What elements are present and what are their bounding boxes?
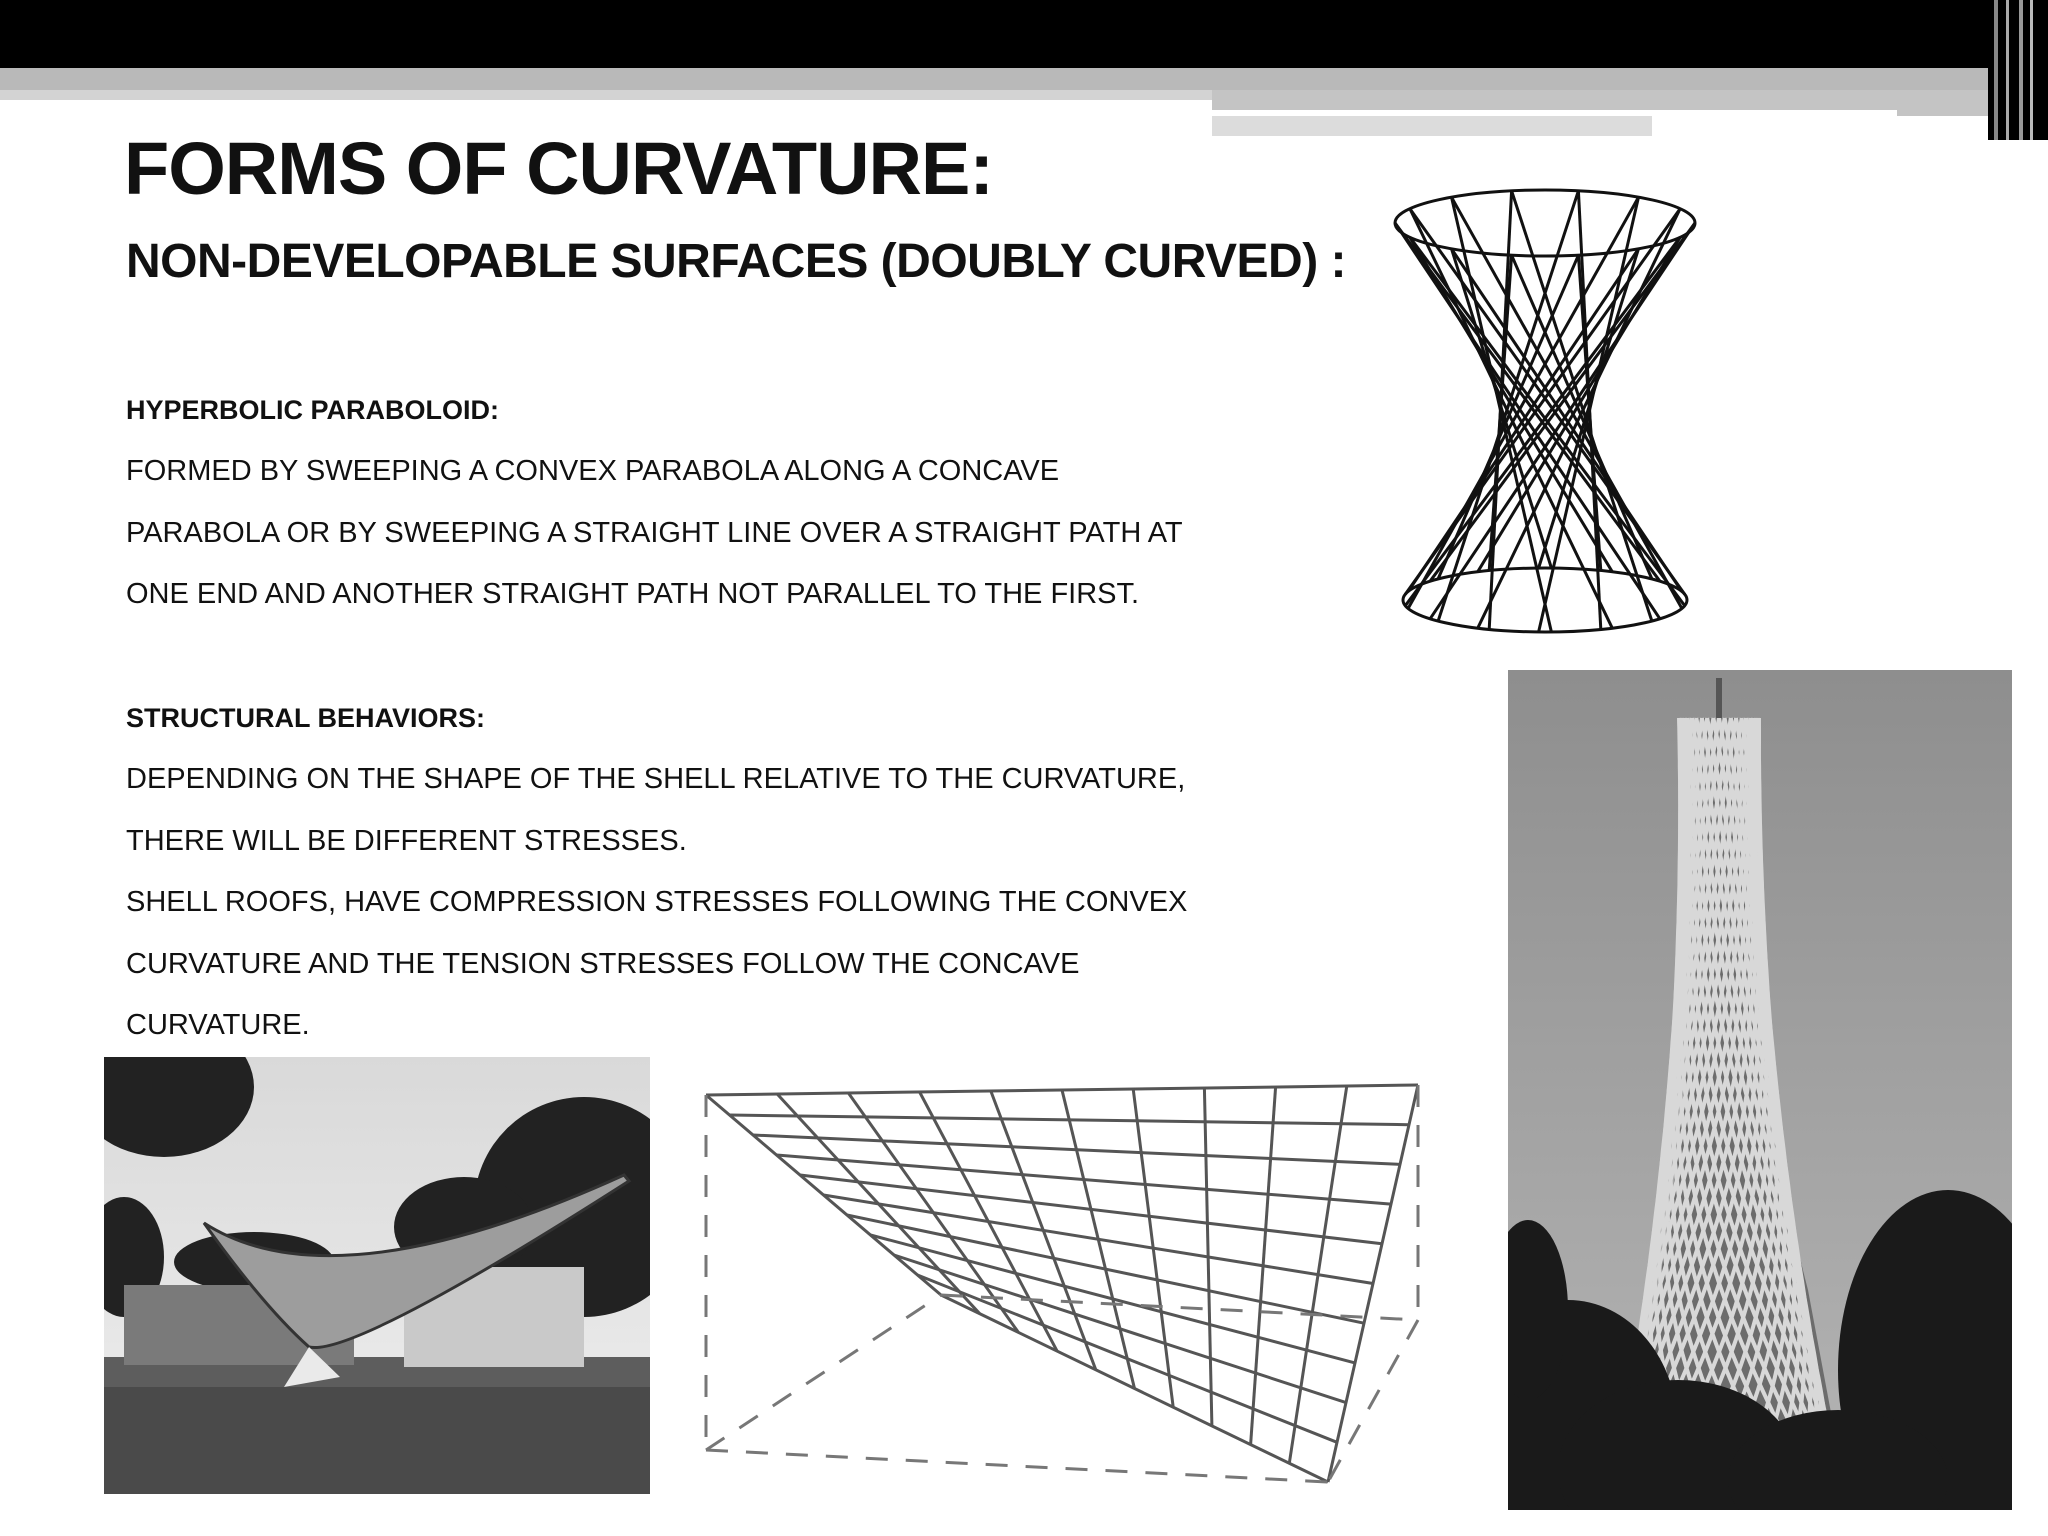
saddle-grid-line (918, 1275, 1338, 1442)
body-line: CURVATURE. (126, 1009, 310, 1041)
header-band-lower (1212, 116, 1652, 136)
body-line: PARABOLA OR BY SWEEPING A STRAIGHT LINE OVER A STRAIGHT PATH AT (126, 516, 1183, 549)
header-bar (0, 0, 2048, 68)
body-line: ONE END AND ANOTHER STRAIGHT PATH NOT PARALLEL TO THE FIRST. (126, 578, 1140, 610)
body-line: DEPENDING ON THE SHAPE OF THE SHELL RELATIVE TO THE CURVATURE, (126, 763, 1186, 795)
header-stripes (1988, 0, 2048, 140)
header-band (0, 68, 2048, 90)
saddle-grid-line (941, 1295, 1328, 1482)
saddle-grid-line (1133, 1089, 1173, 1407)
slide-subtitle: NON-DEVELOPABLE SURFACES (DOUBLY CURVED) : (126, 235, 1347, 288)
hyperboloid-ruling (1452, 197, 1682, 608)
hyperboloid-ruling (1408, 197, 1638, 608)
hyperboloid-top-ring (1395, 190, 1695, 256)
body-line: CURVATURE AND THE TENSION STRESSES FOLLOW THE CONCAVE (126, 947, 1080, 980)
body-line: SHELL ROOFS, HAVE COMPRESSION STRESSES FOLLOWING THE CONVEX (126, 886, 1188, 918)
structural-behaviors-section (126, 688, 1246, 1057)
hyperboloid-diagram (1385, 175, 1715, 645)
shell-roof-photo (104, 1057, 650, 1494)
saddle-grid-line (871, 1235, 1356, 1363)
header-band-left (0, 90, 1212, 100)
saddle-grid (706, 1085, 1418, 1482)
body-line: FORMED BY SWEEPING A CONVEX PARABOLA ALONG A CONCAVE (126, 455, 1060, 487)
hyperbolic-paraboloid-section (126, 380, 1246, 626)
saddle-grid-line (1062, 1090, 1135, 1389)
slide-title: FORMS OF CURVATURE: (124, 127, 993, 210)
body-line: THERE WILL BE DIFFERENT STRESSES. (126, 824, 687, 857)
saddle-grid-line (1328, 1085, 1418, 1482)
section-heading: STRUCTURAL BEHAVIORS: (126, 703, 486, 733)
tower-photo (1508, 670, 2012, 1510)
tower-antenna (1716, 678, 1722, 718)
hyperbolic-paraboloid-diagram (696, 1070, 1426, 1495)
saddle-grid-line (1289, 1086, 1347, 1463)
section-heading: HYPERBOLIC PARABOLOID: (126, 395, 500, 425)
